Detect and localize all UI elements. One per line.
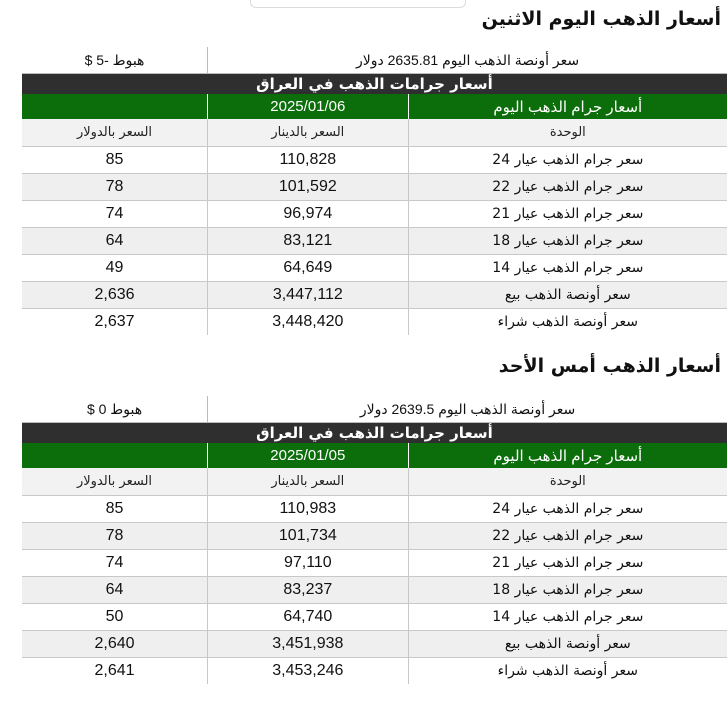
row-usd: 74 xyxy=(22,550,208,577)
date-row xyxy=(22,443,727,468)
date-row-blank xyxy=(22,443,208,468)
table-row xyxy=(22,228,727,255)
table-row xyxy=(22,496,727,523)
column-header-unit: الوحدة xyxy=(408,468,727,496)
row-usd: 85 xyxy=(22,496,208,523)
row-unit: سعر جرام الذهب عيار 24 xyxy=(408,147,727,174)
row-dinar: 101,734 xyxy=(208,523,409,550)
row-usd: 74 xyxy=(22,201,208,228)
price-change-text: هبوط -5 $ xyxy=(22,47,208,74)
row-unit: سعر أونصة الذهب بيع xyxy=(408,631,727,658)
table-row xyxy=(22,174,727,201)
table-row xyxy=(22,577,727,604)
table-date: 2025/01/05 xyxy=(208,443,409,468)
row-usd: 2,636 xyxy=(22,282,208,309)
row-dinar: 3,447,112 xyxy=(208,282,409,309)
table-title: أسعار جرامات الذهب في العراق xyxy=(22,74,727,95)
row-usd: 50 xyxy=(22,604,208,631)
row-usd: 64 xyxy=(22,577,208,604)
ounce-price-text: سعر أونصة الذهب اليوم 2635.81 دولار xyxy=(208,47,727,74)
column-header-dinar: السعر بالدينار xyxy=(208,468,409,496)
row-dinar: 110,828 xyxy=(208,147,409,174)
row-unit: سعر أونصة الذهب شراء xyxy=(497,663,638,679)
section-heading-today: أسعار الذهب اليوم الاثنين xyxy=(481,8,721,30)
row-usd: 2,640 xyxy=(22,631,208,658)
table-title-row xyxy=(22,74,727,95)
row-dinar: 83,121 xyxy=(208,228,409,255)
row-dinar: 101,592 xyxy=(208,174,409,201)
column-header-row xyxy=(22,119,727,147)
ounce-info-row xyxy=(22,396,727,423)
row-usd: 85 xyxy=(22,147,208,174)
table-subtitle: أسعار جرام الذهب اليوم xyxy=(408,94,727,119)
row-dinar: 83,237 xyxy=(208,577,409,604)
row-dinar: 110,983 xyxy=(208,496,409,523)
row-unit: سعر أونصة الذهب بيع xyxy=(408,282,727,309)
table-row xyxy=(22,282,727,309)
row-dinar: 97,110 xyxy=(208,550,409,577)
column-header-dinar: السعر بالدينار xyxy=(208,119,409,147)
row-dinar: 96,974 xyxy=(208,201,409,228)
gold-table-today xyxy=(22,47,727,335)
row-unit: سعر جرام الذهب عيار 24 xyxy=(408,496,727,523)
row-usd: 64 xyxy=(22,228,208,255)
section-heading-yesterday: أسعار الذهب أمس الأحد xyxy=(498,355,721,377)
row-usd: 2,641 xyxy=(22,658,208,685)
table-row xyxy=(22,201,727,228)
row-usd: 78 xyxy=(22,174,208,201)
table-row xyxy=(22,255,727,282)
row-dinar: 64,649 xyxy=(208,255,409,282)
column-header-row xyxy=(22,468,727,496)
table-row xyxy=(22,147,727,174)
table-row xyxy=(22,309,727,336)
column-header-usd: السعر بالدولار xyxy=(22,468,208,496)
column-header-usd: السعر بالدولار xyxy=(22,119,208,147)
row-usd: 49 xyxy=(22,255,208,282)
row-unit: سعر جرام الذهب عيار 21 xyxy=(408,201,727,228)
row-usd: 2,637 xyxy=(22,309,208,336)
table-row xyxy=(22,523,727,550)
table-title: أسعار جرامات الذهب في العراق xyxy=(22,423,727,444)
row-unit: سعر جرام الذهب عيار 21 xyxy=(408,550,727,577)
row-unit: سعر جرام الذهب عيار 14 xyxy=(408,604,727,631)
row-unit: سعر جرام الذهب عيار 22 xyxy=(408,523,727,550)
row-unit: سعر جرام الذهب عيار 18 xyxy=(408,577,727,604)
row-unit: سعر جرام الذهب عيار 14 xyxy=(408,255,727,282)
table-title-row xyxy=(22,423,727,444)
column-header-unit: الوحدة xyxy=(408,119,727,147)
table-row xyxy=(22,604,727,631)
row-usd: 78 xyxy=(22,523,208,550)
table-row xyxy=(22,631,727,658)
table-row xyxy=(22,658,727,685)
row-unit: سعر جرام الذهب عيار 18 xyxy=(408,228,727,255)
row-unit: سعر أونصة الذهب شراء xyxy=(497,314,638,330)
date-row-blank xyxy=(22,94,208,119)
row-dinar: 3,451,938 xyxy=(208,631,409,658)
table-date: 2025/01/06 xyxy=(208,94,409,119)
row-dinar: 3,453,246 xyxy=(208,658,409,685)
row-dinar: 3,448,420 xyxy=(208,309,409,336)
table-subtitle: أسعار جرام الذهب اليوم xyxy=(408,443,727,468)
search-box[interactable] xyxy=(250,0,466,8)
row-unit: سعر جرام الذهب عيار 22 xyxy=(408,174,727,201)
ounce-price-text: سعر أونصة الذهب اليوم 2639.5 دولار xyxy=(208,396,727,423)
price-change-text: هبوط 0 $ xyxy=(22,396,208,423)
row-dinar: 64,740 xyxy=(208,604,409,631)
gold-table-yesterday xyxy=(22,396,727,684)
ounce-info-row xyxy=(22,47,727,74)
date-row xyxy=(22,94,727,119)
table-row xyxy=(22,550,727,577)
